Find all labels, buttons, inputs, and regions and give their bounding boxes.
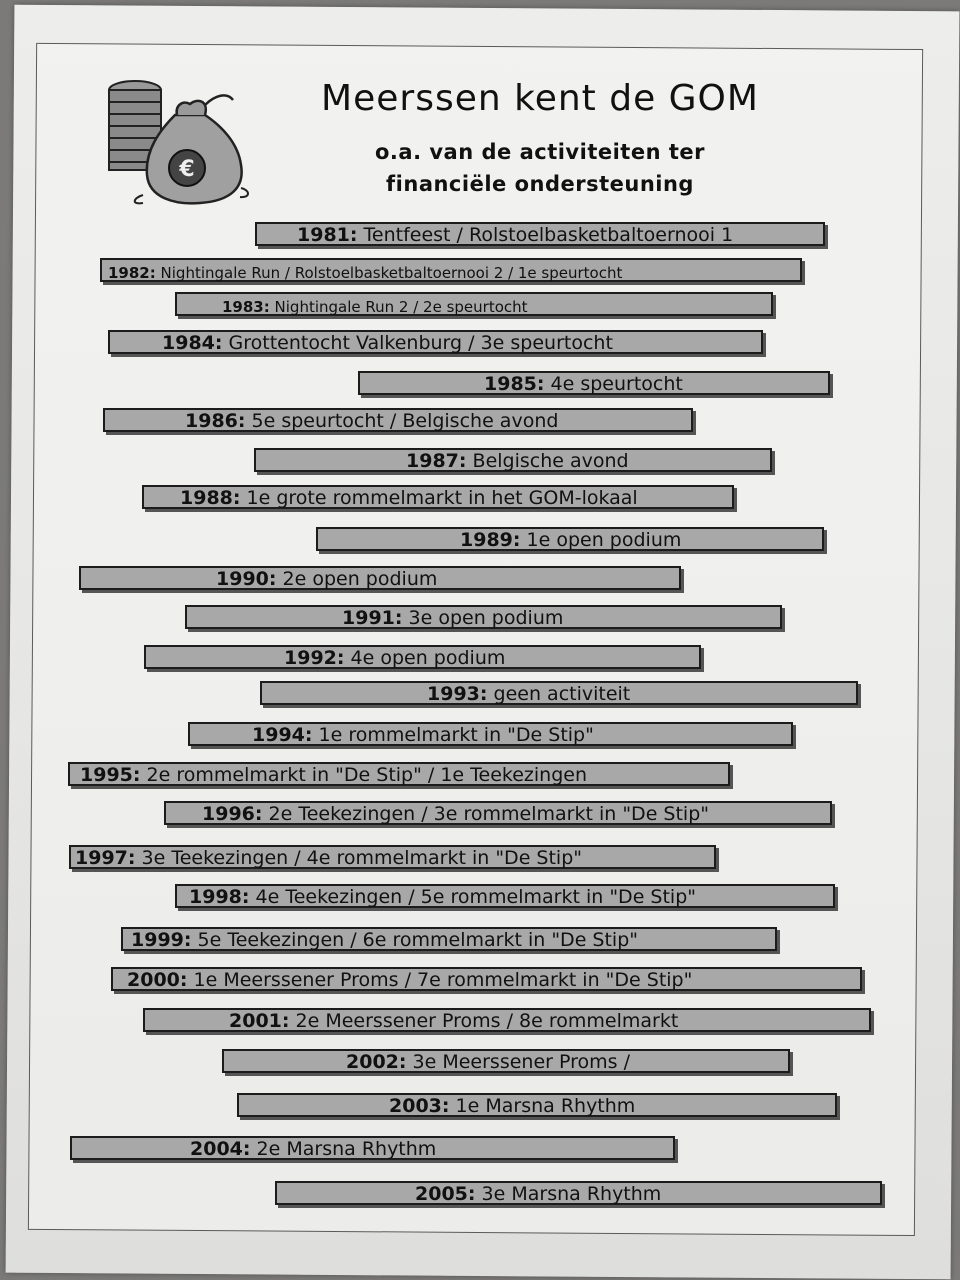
year-label: 1988: [180, 487, 241, 509]
year-label: 1992: [284, 647, 345, 669]
activity-text: 4e speurtocht [550, 373, 683, 395]
timeline-entry [406, 447, 629, 475]
subtitle-line-1: o.a. van de activiteiten ter [375, 140, 705, 164]
year-label: 1985: [484, 373, 545, 395]
activity-text: 3e open podium [408, 607, 564, 629]
year-label: 1986: [185, 410, 246, 432]
year-label: 1996: [202, 803, 263, 825]
activity-text: 2e rommelmarkt in "De Stip" / 1e Teekezingen [146, 764, 588, 786]
timeline-bar-2001 [143, 1008, 871, 1032]
year-label: 1981: [297, 224, 358, 246]
timeline-bar-1984 [108, 330, 763, 354]
euro-symbol: € [179, 157, 195, 182]
timeline-entry [484, 370, 683, 398]
timeline-bar-1999 [121, 927, 777, 951]
year-label: 1990: [216, 568, 277, 590]
activity-text: geen activiteit [493, 683, 631, 705]
year-label: 2002: [346, 1051, 407, 1073]
year-label: 1982: [108, 264, 156, 282]
activity-text: 2e Meerssener Proms / 8e rommelmarkt [295, 1010, 679, 1032]
timeline-bar-1990 [79, 566, 681, 590]
activity-text: 5e speurtocht / Belgische avond [251, 410, 559, 432]
timeline-entry [229, 1007, 678, 1035]
activity-text: Belgische avond [472, 450, 629, 472]
year-label: 1984: [162, 332, 223, 354]
year-label: 1994: [252, 724, 313, 746]
timeline-entry [389, 1092, 635, 1120]
timeline-bar-1995 [68, 762, 730, 786]
activity-text: 2e Teekezingen / 3e rommelmarkt in "De Stip" [268, 803, 710, 825]
year-label: 1983: [222, 298, 270, 316]
activity-text: 3e Teekezingen / 4e rommelmarkt in "De Stip" [141, 847, 583, 869]
timeline-entry [75, 844, 582, 872]
activity-text: Grottentocht Valkenburg / 3e speurtocht [228, 332, 613, 354]
year-label: 1997: [75, 847, 136, 869]
year-label: 1993: [427, 683, 488, 705]
timeline-bar-2004 [70, 1136, 675, 1160]
year-label: 1995: [80, 764, 141, 786]
timeline-entry [222, 293, 528, 321]
timeline-bar-1994 [188, 722, 793, 746]
subtitle-line-2: financiële ondersteuning [386, 172, 694, 196]
timeline-bar-1998 [175, 884, 835, 908]
activity-text: 1e Meerssener Proms / 7e rommelmarkt in "De Stip" [193, 969, 693, 991]
timeline-entry [80, 761, 587, 789]
year-label: 1987: [406, 450, 467, 472]
activity-text: Nightingale Run 2 / 2e speurtocht [274, 298, 528, 316]
timeline-bar-2000 [111, 967, 862, 991]
timeline-bar-1991 [185, 605, 782, 629]
timeline-bar-1983 [175, 292, 773, 316]
timeline-entry [162, 329, 613, 357]
year-label: 1998: [189, 886, 250, 908]
timeline-entry [346, 1048, 630, 1076]
timeline-entry [216, 565, 437, 593]
year-label: 2000: [127, 969, 188, 991]
timeline-bar-1992 [144, 645, 701, 669]
activity-text: Tentfeest / Rolstoelbasketbaltoernooi 1 [363, 224, 734, 246]
activity-text: 4e Teekezingen / 5e rommelmarkt in "De Stip" [255, 886, 697, 908]
year-label: 1999: [131, 929, 192, 951]
activity-text: 4e open podium [350, 647, 506, 669]
timeline-bar-1989 [316, 527, 824, 551]
timeline-bar-1993 [260, 681, 858, 705]
timeline-entry [180, 484, 638, 512]
timeline-bar-1987 [254, 448, 772, 472]
page-title: Meerssen kent de GOM [321, 78, 759, 119]
timeline-entry [189, 883, 696, 911]
timeline-bar-1988 [142, 485, 734, 509]
timeline-entry [202, 800, 709, 828]
activity-text: 3e Marsna Rhythm [481, 1183, 662, 1205]
timeline-entry [297, 221, 733, 249]
timeline-entry [108, 259, 622, 287]
timeline-bar-2002 [222, 1049, 790, 1073]
timeline-bar-1981 [255, 222, 825, 246]
timeline-entry [190, 1135, 436, 1163]
timeline-entry [131, 926, 638, 954]
year-label: 2003: [389, 1095, 450, 1117]
timeline-entry [342, 604, 563, 632]
timeline-bar-1985 [358, 371, 830, 395]
timeline-entry [427, 680, 630, 708]
year-label: 2001: [229, 1010, 290, 1032]
activity-text: 2e Marsna Rhythm [256, 1138, 437, 1160]
activity-text: 1e grote rommelmarkt in het GOM-lokaal [246, 487, 638, 509]
timeline-entry [284, 644, 505, 672]
timeline-entry [185, 407, 558, 435]
timeline-entry [252, 721, 594, 749]
activity-text: Nightingale Run / Rolstoelbasketbaltoernooi 2 / 1e speurtocht [160, 264, 623, 282]
activity-text: 1e open podium [526, 529, 682, 551]
year-label: 1989: [460, 529, 521, 551]
timeline-bar-1986 [103, 408, 693, 432]
money-bag-euro-icon [105, 70, 255, 210]
timeline-bar-1996 [164, 801, 832, 825]
activity-text: 5e Teekezingen / 6e rommelmarkt in "De Stip" [197, 929, 639, 951]
timeline-bar-1982 [100, 258, 802, 282]
timeline-entry [460, 526, 681, 554]
timeline-bar-2005 [275, 1181, 882, 1205]
activity-text: 1e rommelmarkt in "De Stip" [318, 724, 594, 746]
activity-text: 2e open podium [282, 568, 438, 590]
timeline-entry [415, 1180, 661, 1208]
activity-text: 1e Marsna Rhythm [455, 1095, 636, 1117]
timeline-entry [127, 966, 692, 994]
year-label: 1991: [342, 607, 403, 629]
timeline-bar-1997 [69, 845, 716, 869]
year-label: 2005: [415, 1183, 476, 1205]
year-label: 2004: [190, 1138, 251, 1160]
activity-text: 3e Meerssener Proms / [412, 1051, 630, 1073]
timeline-bar-2003 [237, 1093, 837, 1117]
